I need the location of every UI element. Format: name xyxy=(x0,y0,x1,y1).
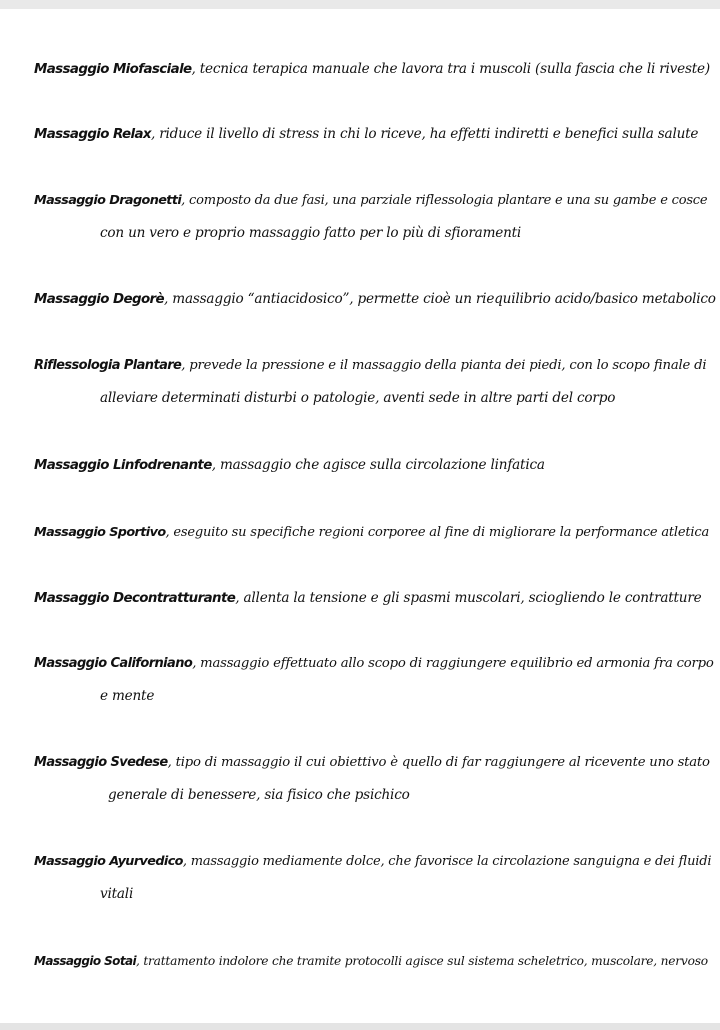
entry-description: , prevede la pressione e il massaggio della pianta dei piedi, con lo scopo finale di xyxy=(181,358,707,373)
entry-sportivo xyxy=(34,516,716,549)
entry-description: , trattamento indolore che tramite protocolli agisce sul sistema scheletrico, muscolare, nervoso xyxy=(135,954,708,968)
entry-term: Massaggio Degorè xyxy=(34,292,165,307)
entry-line xyxy=(34,184,716,217)
page-top-edge xyxy=(0,0,720,9)
entry-description: , riduce il livello di stress in chi lo riceve, ha effetti indiretti e benefici sulla salute xyxy=(150,126,699,142)
entry-description: , massaggio che agisce sulla circolazione linfatica xyxy=(211,457,545,473)
entry-line xyxy=(34,647,716,680)
entry-term: Massaggio Californiano xyxy=(34,656,193,671)
entry-line xyxy=(34,845,716,878)
entry-term: Massaggio Ayurvedico xyxy=(34,854,183,869)
entry-line xyxy=(34,516,716,549)
entry-linfodrenante xyxy=(34,449,716,482)
entry-dragonetti xyxy=(34,184,716,250)
entry-term: Riflessologia Plantare xyxy=(34,358,182,373)
entry-sotai xyxy=(34,945,716,978)
entry-description: , tecnica terapica manuale che lavora tra i muscoli (sulla fascia che li riveste) xyxy=(191,61,710,77)
entry-continuation: generale di benessere, sia fisico che psichico xyxy=(108,787,410,803)
entry-line xyxy=(34,945,716,978)
entry-term: Massaggio Relax xyxy=(34,127,151,142)
entry-line xyxy=(34,746,716,779)
entry-riflessologia-plantare xyxy=(34,349,716,415)
page-bottom-edge xyxy=(0,1023,720,1030)
entry-description: , massaggio mediamente dolce, che favorisce la circolazione sanguigna e dei fluidi xyxy=(182,854,712,869)
entry-svedese xyxy=(34,746,716,812)
entry-decontratturante xyxy=(34,582,716,615)
entry-term: Massaggio Miofasciale xyxy=(34,62,192,77)
entry-degore xyxy=(34,283,716,316)
entry-line xyxy=(34,283,716,316)
entry-line xyxy=(34,53,716,86)
entry-description: , eseguito su specifiche regioni corporee al fine di migliorare la performance atletica xyxy=(165,525,709,540)
entry-line xyxy=(34,582,716,615)
entry-line xyxy=(34,449,716,482)
entry-term: Massaggio Sportivo xyxy=(34,525,166,540)
entry-term: Massaggio Sotai xyxy=(34,954,136,968)
entry-description: , allenta la tensione e gli spasmi muscolari, sciogliendo le contratture xyxy=(235,590,702,606)
entry-description: , composto da due fasi, una parziale riflessologia plantare e una su gambe e cosce xyxy=(181,193,708,208)
entry-continuation: e mente xyxy=(100,688,155,704)
entry-description: , massaggio effettuato allo scopo di raggiungere equilibrio ed armonia fra corpo xyxy=(192,656,714,671)
entry-relax xyxy=(34,118,716,151)
entry-continuation: con un vero e proprio massaggio fatto per lo più di sfioramenti xyxy=(100,225,522,241)
entry-line xyxy=(34,349,716,382)
entry-californiano xyxy=(34,647,716,713)
entry-term: Massaggio Svedese xyxy=(34,755,168,770)
entry-line xyxy=(34,118,716,151)
document-page xyxy=(0,9,720,1023)
entry-term: Massaggio Linfodrenante xyxy=(34,458,212,473)
entry-description: , tipo di massaggio il cui obiettivo è quello di far raggiungere al ricevente uno stato xyxy=(167,755,710,770)
entry-continuation: alleviare determinati disturbi o patologie, aventi sede in altre parti del corpo xyxy=(100,390,616,406)
entry-term: Massaggio Decontratturante xyxy=(34,591,236,606)
entry-miofasciale xyxy=(34,53,716,86)
entry-ayurvedico xyxy=(34,845,716,911)
entry-continuation: vitali xyxy=(100,886,134,902)
entry-term: Massaggio Dragonetti xyxy=(34,193,182,208)
entry-description: , massaggio “antiacidosico”, permette cioè un riequilibrio acido/basico metabolico xyxy=(164,291,716,307)
